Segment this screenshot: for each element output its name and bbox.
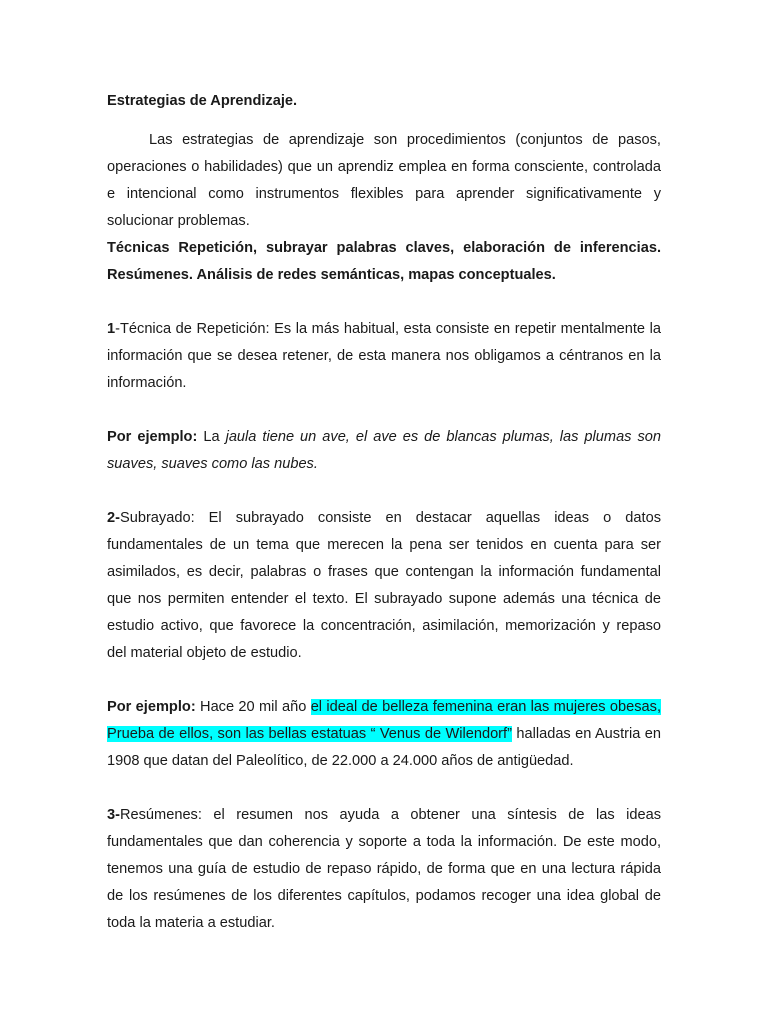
item-1-paragraph [107, 316, 661, 397]
item-3-text: Resúmenes: el resumen nos ayuda a obtener una síntesis de las ideas fundamentales que dan coherencia y soporte a toda la información. De este modo, tenemos una guía de estudio de repaso rápido, de forma que en una lectura rápida de los resúmenes de los diferentes capítulos, podamos recoger una idea global de toda la materia a estudiar. [107, 807, 661, 931]
spacer [107, 397, 661, 424]
item-1-number: 1 [107, 321, 116, 337]
example-2-highlight: el ideal de belleza femenina eran las mujeres obesas, Prueba de ellos, son las bellas estatuas “ Venus de Wilendorf” [107, 699, 661, 742]
spacer [107, 775, 661, 802]
example-1-italic: jaula tiene un ave, el ave es de blancas plumas, las plumas son suaves, suaves como las nubes. [107, 429, 662, 472]
item-2-number: 2- [107, 510, 120, 526]
spacer [107, 289, 661, 316]
example-1-paragraph [107, 424, 661, 478]
item-1-text: -Técnica de Repetición: Es la más habitual, esta consiste en repetir mentalmente la información que se desea retener, de esta manera nos obligamos a céntranos en la información. [107, 321, 661, 391]
spacer [107, 667, 661, 694]
item-3-paragraph [107, 802, 661, 937]
intro-paragraph: Las estrategias de aprendizaje son procedimientos (conjuntos de pasos, operaciones o habilidades) que un aprendiz emplea en forma consciente, controlada e intencional como instrumentos flexibles para aprender significativamente y solucionar problemas. [107, 132, 661, 229]
techniques-paragraph: Técnicas Repetición, subrayar palabras claves, elaboración de inferencias. Resúmenes. Análisis de redes semánticas, mapas conceptuales. [107, 240, 661, 283]
example-1-lead: La [197, 429, 226, 445]
document-title: Estrategias de Aprendizaje. [107, 93, 298, 109]
example-2-paragraph [107, 694, 661, 775]
example-1-label: Por ejemplo: [107, 429, 198, 445]
example-2-tail: halladas en Austria en 1908 que datan del Paleolítico, de 22.000 a 24.000 años de antigüedad. [107, 726, 661, 769]
spacer [107, 478, 661, 505]
example-2-lead: Hace 20 mil año [195, 699, 311, 715]
example-2-label: Por ejemplo: [107, 699, 196, 715]
item-2-text: Subrayado: El subrayado consiste en destacar aquellas ideas o datos fundamentales de un tema que merecen la pena ser tenidos en cuenta para ser asimilados, es decir, palabras o frases que contengan la información fundamental que nos permiten entender el texto. El subrayado supone además una técnica de estudio activo, que favorece la concentración, asimilación, memorización y repaso del material objeto de estudio. [107, 510, 661, 661]
item-3-number: 3- [107, 807, 120, 823]
item-2-paragraph [107, 505, 661, 667]
